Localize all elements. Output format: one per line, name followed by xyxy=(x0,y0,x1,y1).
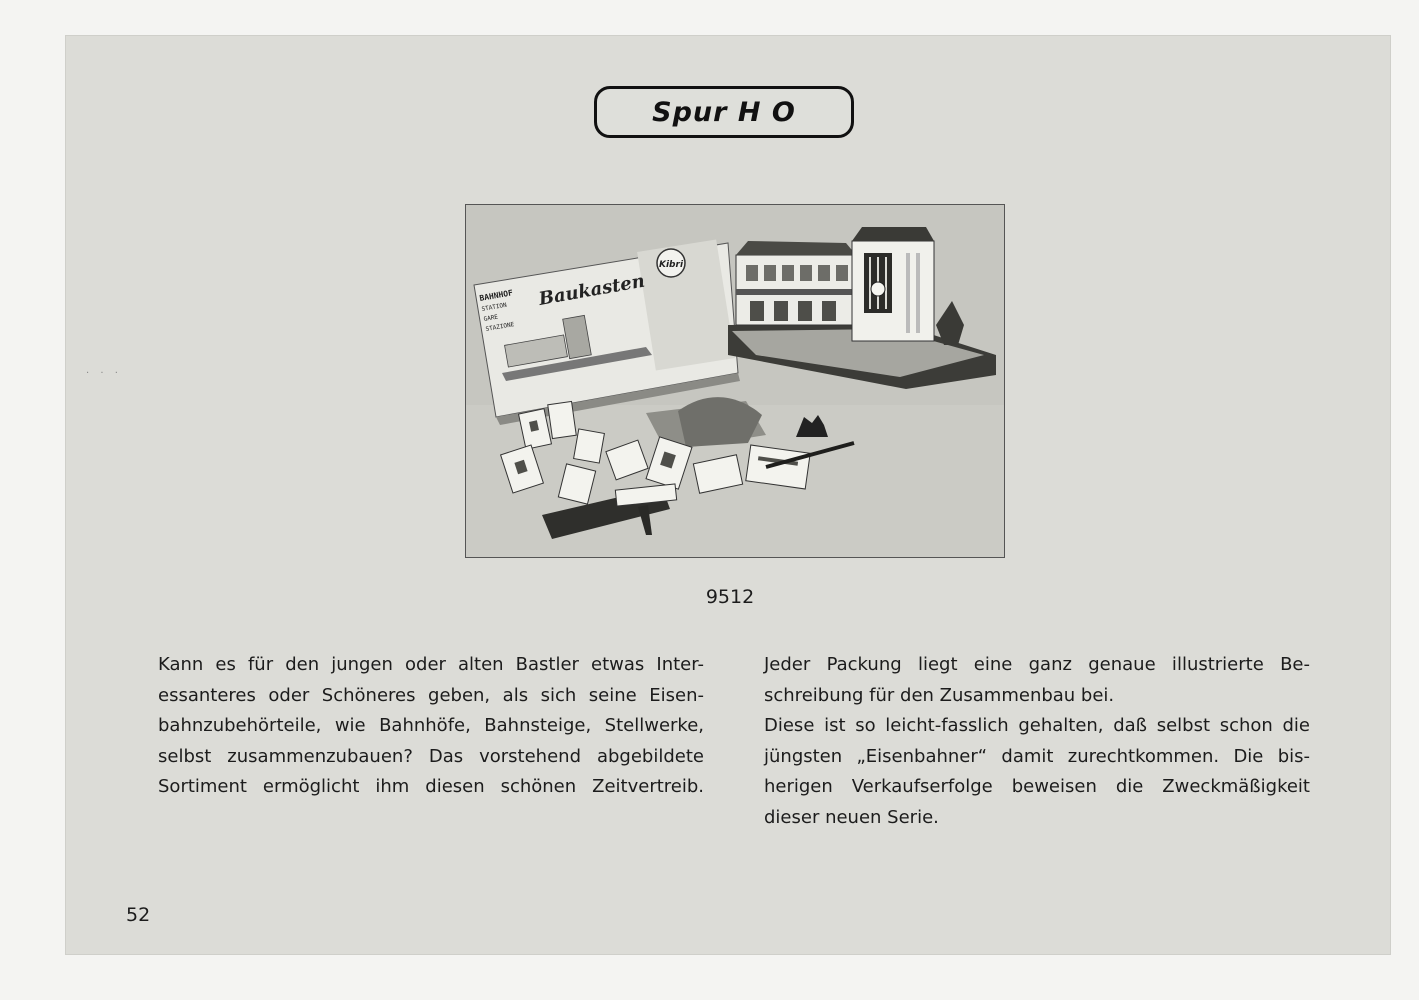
text-line: essanteres oder Schöneres geben, als sich seine Eisen- xyxy=(158,684,704,706)
page-title: Spur H O xyxy=(652,96,796,128)
text-line: Sortiment ermöglicht ihm diesen schönen Zeitvertreib. xyxy=(158,776,704,797)
title-frame xyxy=(594,86,854,138)
text-line: dieser neuen Serie. xyxy=(764,806,939,828)
text-line: herigen Verkaufserfolge beweisen die Zweckmäßigkeit xyxy=(764,776,1310,797)
box-station-label-1: BAHNHOF xyxy=(478,288,514,303)
text-line: schreibung für den Zusammenbau bei. xyxy=(764,684,1115,706)
product-photo-illustration xyxy=(466,205,1004,557)
text-line: jüngsten „Eisenbahner“ damit zurechtkommen. Die bis- xyxy=(764,745,1310,767)
product-photo xyxy=(465,204,1005,558)
scan-marks: · · · xyxy=(86,368,122,379)
body-right-column xyxy=(764,650,1310,833)
text-line: Jeder Packung liegt eine ganz genaue illustrierte Be- xyxy=(764,654,1310,675)
right-paragraph-1 xyxy=(764,650,1310,711)
body-left-column xyxy=(158,650,704,803)
left-paragraph xyxy=(158,650,704,803)
box-station-label-3: GARE xyxy=(483,313,499,323)
box-product: Baukasten xyxy=(537,270,647,310)
box-brand: Kibri xyxy=(659,260,684,270)
box-station-label-2: STATION xyxy=(481,301,508,313)
page-number: 52 xyxy=(126,904,151,926)
text-line: Diese ist so leicht-fasslich gehalten, daß selbst schon die xyxy=(764,715,1310,736)
figure-caption: 9512 xyxy=(705,586,755,608)
text-line: Kann es für den jungen oder alten Bastler etwas Inter- xyxy=(158,654,704,675)
text-line: selbst zusammenzubauen? Das vorstehend abgebildete xyxy=(158,745,704,767)
text-line: bahnzubehörteile, wie Bahnhöfe, Bahnsteige, Stellwerke, xyxy=(158,715,704,736)
box-station-label-4: STAZIONE xyxy=(485,321,515,333)
right-paragraph-2 xyxy=(764,711,1310,833)
